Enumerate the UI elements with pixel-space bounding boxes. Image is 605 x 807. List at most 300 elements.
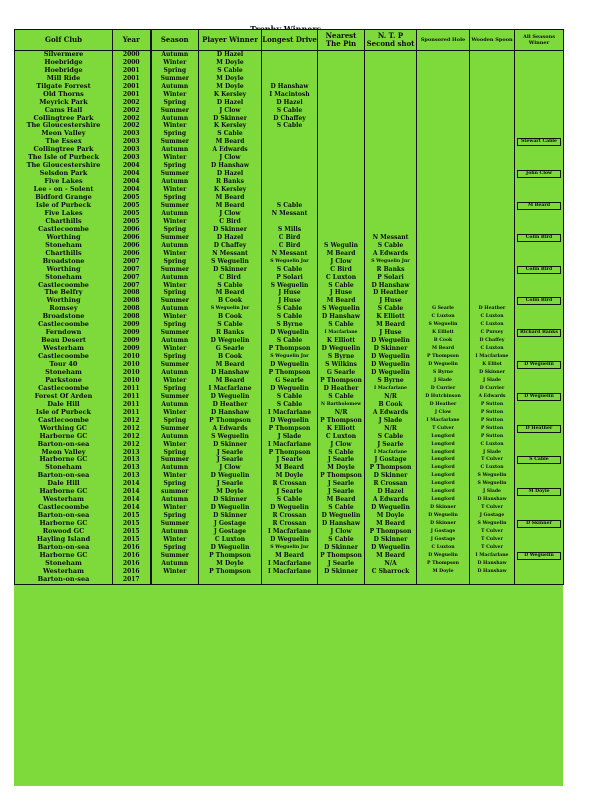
table-row: [15, 401, 564, 409]
cell-sponsored-hole: J Gostage: [417, 528, 470, 536]
cell-wooden-spoon: D Chaffey: [470, 337, 515, 345]
cell-longest-drive: [262, 154, 318, 162]
cell-sponsored-hole: [417, 59, 470, 67]
cell-season: Winter: [151, 250, 199, 258]
col-header-season: Season: [151, 30, 199, 51]
cell-golf-club: Five Lakes: [15, 210, 113, 218]
cell-year: 2013: [113, 456, 151, 464]
cell-wooden-spoon: [470, 107, 515, 115]
table-row: [15, 83, 564, 91]
cell-player-winner: D Skinner: [199, 441, 262, 449]
cell-sponsored-hole: Longford: [417, 456, 470, 464]
cell-player-winner: R Banks: [199, 329, 262, 337]
table-row: [15, 107, 564, 115]
table-row: [15, 361, 564, 369]
cell-wooden-spoon: [470, 170, 515, 178]
table-row: [15, 178, 564, 186]
cell-longest-drive: S Weguelin: [262, 282, 318, 290]
cell-all-seasons-winner: [515, 226, 564, 234]
cell-sponsored-hole: [417, 210, 470, 218]
cell-year: 2000: [113, 51, 151, 59]
cell-year: 2013: [113, 449, 151, 457]
cell-nearest-pin: [318, 51, 365, 59]
cell-sponsored-hole: [417, 154, 470, 162]
cell-ntp-second: [365, 138, 417, 146]
cell-ntp-second: D Weguelin: [365, 353, 417, 361]
cell-longest-drive: P Thompson: [262, 425, 318, 433]
cell-nearest-pin: [318, 178, 365, 186]
cell-year: 2004: [113, 178, 151, 186]
cell-season: Autumn: [151, 51, 199, 59]
cell-sponsored-hole: Longford: [417, 433, 470, 441]
cell-nearest-pin: [318, 146, 365, 154]
cell-sponsored-hole: [417, 138, 470, 146]
cell-longest-drive: S Cable: [262, 337, 318, 345]
cell-all-seasons-winner: [515, 91, 564, 99]
cell-wooden-spoon: [470, 194, 515, 202]
cell-wooden-spoon: [470, 250, 515, 258]
cell-all-seasons-winner: [515, 250, 564, 258]
cell-all-seasons-winner: [515, 576, 564, 584]
cell-longest-drive: J Searle: [262, 488, 318, 496]
cell-golf-club: Silvermere: [15, 51, 113, 59]
cell-year: 2006: [113, 242, 151, 250]
cell-year: 2013: [113, 464, 151, 472]
cell-player-winner: A Edwards: [199, 425, 262, 433]
cell-nearest-pin: S Wegulin: [318, 242, 365, 250]
cell-longest-drive: S Cable: [262, 305, 318, 313]
cell-wooden-spoon: C Luxton: [470, 313, 515, 321]
cell-all-seasons-winner: [515, 289, 564, 297]
cell-player-winner: M Beard: [199, 289, 262, 297]
all-seasons-winner-badge: Colin Bird: [517, 297, 561, 305]
cell-golf-club: Castlecoombe: [15, 353, 113, 361]
cell-all-seasons-winner: [515, 146, 564, 154]
cell-nearest-pin: [318, 75, 365, 83]
cell-sponsored-hole: [417, 250, 470, 258]
cell-wooden-spoon: T Culver: [470, 456, 515, 464]
cell-sponsored-hole: M Doyle: [417, 568, 470, 576]
cell-year: 2011: [113, 409, 151, 417]
cell-sponsored-hole: Longford: [417, 449, 470, 457]
cell-ntp-second: A Edwards: [365, 496, 417, 504]
table-row: [15, 576, 564, 584]
cell-longest-drive: I Macfarlane: [262, 568, 318, 576]
cell-nearest-pin: [318, 576, 365, 584]
cell-sponsored-hole: [417, 282, 470, 290]
cell-player-winner: A Edwards: [199, 146, 262, 154]
cell-player-winner: D Heather: [199, 401, 262, 409]
cell-year: 2017: [113, 576, 151, 584]
cell-golf-club: Beau Desert: [15, 337, 113, 345]
cell-sponsored-hole: Longford: [417, 480, 470, 488]
cell-player-winner: R Banks: [199, 178, 262, 186]
cell-player-winner: J Clow: [199, 210, 262, 218]
cell-all-seasons-winner: [515, 313, 564, 321]
cell-player-winner: D Weguelin: [199, 337, 262, 345]
cell-season: [151, 576, 199, 584]
cell-wooden-spoon: T Culver: [470, 504, 515, 512]
cell-year: 2002: [113, 122, 151, 130]
table-row: [15, 528, 564, 536]
cell-nearest-pin: [318, 226, 365, 234]
cell-ntp-second: D Weguelin: [365, 361, 417, 369]
cell-year: 2006: [113, 250, 151, 258]
cell-wooden-spoon: [470, 51, 515, 59]
cell-sponsored-hole: [417, 83, 470, 91]
cell-sponsored-hole: [417, 226, 470, 234]
cell-longest-drive: [262, 67, 318, 75]
cell-all-seasons-winner: [515, 528, 564, 536]
table-row: [15, 202, 564, 210]
cell-player-winner: C Bird: [199, 218, 262, 226]
cell-sponsored-hole: [417, 67, 470, 75]
cell-nearest-pin: N Bartholomew: [318, 401, 365, 409]
cell-nearest-pin: M Beard: [318, 496, 365, 504]
cell-season: Summer: [151, 456, 199, 464]
cell-player-winner: C Bird: [199, 274, 262, 282]
cell-nearest-pin: S Wilkins: [318, 361, 365, 369]
cell-golf-club: Mill Ride: [15, 75, 113, 83]
cell-longest-drive: [262, 194, 318, 202]
cell-year: 2005: [113, 202, 151, 210]
cell-sponsored-hole: D Heather: [417, 401, 470, 409]
cell-player-winner: K Kersley: [199, 91, 262, 99]
cell-ntp-second: D Skinner: [365, 472, 417, 480]
cell-all-seasons-winner: [515, 266, 564, 274]
cell-ntp-second: I Macfarlane: [365, 385, 417, 393]
table-row: [15, 242, 564, 250]
cell-wooden-spoon: [470, 122, 515, 130]
all-seasons-winner-badge: D Weguelin: [517, 552, 561, 560]
cell-golf-club: Collingtree Park: [15, 146, 113, 154]
cell-player-winner: S Cable: [199, 67, 262, 75]
cell-year: 2014: [113, 488, 151, 496]
cell-season: Autumn: [151, 83, 199, 91]
cell-ntp-second: [365, 67, 417, 75]
cell-ntp-second: P Solari: [365, 274, 417, 282]
cell-ntp-second: S Cable: [365, 242, 417, 250]
cell-all-seasons-winner: [515, 154, 564, 162]
cell-wooden-spoon: C Pursey: [470, 329, 515, 337]
cell-wooden-spoon: [470, 242, 515, 250]
cell-all-seasons-winner: [515, 385, 564, 393]
table-row: [15, 496, 564, 504]
cell-player-winner: M Doyle: [199, 560, 262, 568]
cell-nearest-pin: J Searle: [318, 456, 365, 464]
cell-wooden-spoon: P Sutton: [470, 425, 515, 433]
cell-golf-club: Old Thorns: [15, 91, 113, 99]
cell-wooden-spoon: [470, 91, 515, 99]
cell-longest-drive: I Macintosh: [262, 91, 318, 99]
cell-player-winner: J Gostage: [199, 520, 262, 528]
cell-year: 2009: [113, 321, 151, 329]
cell-player-winner: [199, 576, 262, 584]
cell-season: Winter: [151, 345, 199, 353]
cell-golf-club: Westerham: [15, 496, 113, 504]
cell-wooden-spoon: J Slade: [470, 449, 515, 457]
cell-season: Autumn: [151, 528, 199, 536]
cell-player-winner: D Skinner: [199, 266, 262, 274]
cell-ntp-second: [365, 91, 417, 99]
cell-all-seasons-winner: [515, 99, 564, 107]
cell-player-winner: D Skinner: [199, 496, 262, 504]
cell-sponsored-hole: [417, 258, 470, 266]
cell-player-winner: D Skinner: [199, 115, 262, 123]
table-row: [15, 75, 564, 83]
cell-wooden-spoon: D Currier: [470, 385, 515, 393]
cell-golf-club: Dale Hill: [15, 480, 113, 488]
cell-ntp-second: [365, 194, 417, 202]
cell-ntp-second: D Weguelin: [365, 369, 417, 377]
cell-player-winner: P Thompson: [199, 417, 262, 425]
cell-wooden-spoon: [470, 289, 515, 297]
cell-all-seasons-winner: [515, 107, 564, 115]
table-row: [15, 194, 564, 202]
cell-nearest-pin: J Searle: [318, 480, 365, 488]
cell-ntp-second: J Huse: [365, 329, 417, 337]
cell-all-seasons-winner: [515, 59, 564, 67]
cell-year: 2009: [113, 345, 151, 353]
cell-year: 2011: [113, 393, 151, 401]
cell-wooden-spoon: [470, 210, 515, 218]
cell-ntp-second: D Heather: [365, 289, 417, 297]
cell-nearest-pin: M Beard: [318, 250, 365, 258]
cell-sponsored-hole: J Gostage: [417, 536, 470, 544]
cell-ntp-second: [365, 51, 417, 59]
cell-wooden-spoon: J Slade: [470, 377, 515, 385]
cell-all-seasons-winner: [515, 568, 564, 576]
cell-sponsored-hole: D Weguelin: [417, 552, 470, 560]
all-seasons-winner-badge: D Skinner: [517, 520, 561, 528]
cell-player-winner: M Beard: [199, 194, 262, 202]
cell-all-seasons-winner: [515, 512, 564, 520]
cell-ntp-second: [365, 146, 417, 154]
cell-nearest-pin: [318, 154, 365, 162]
cell-golf-club: Cams Hall: [15, 107, 113, 115]
cell-season: Winter: [151, 568, 199, 576]
col-header-player-winner: Player Winner: [199, 30, 262, 51]
cell-wooden-spoon: T Culver: [470, 544, 515, 552]
table-row: [15, 568, 564, 576]
cell-ntp-second: [365, 99, 417, 107]
cell-longest-drive: D Hazel: [262, 99, 318, 107]
cell-all-seasons-winner: [515, 345, 564, 353]
all-seasons-winner-badge: S Cable: [517, 456, 561, 464]
cell-wooden-spoon: S Weguelin: [470, 520, 515, 528]
cell-nearest-pin: [318, 67, 365, 75]
table-row: [15, 425, 564, 433]
cell-nearest-pin: [318, 234, 365, 242]
cell-ntp-second: [365, 59, 417, 67]
cell-player-winner: M Doyle: [199, 75, 262, 83]
cell-player-winner: K Kersley: [199, 186, 262, 194]
cell-all-seasons-winner: [515, 115, 564, 123]
cell-season: Winter: [151, 409, 199, 417]
cell-nearest-pin: [318, 138, 365, 146]
all-seasons-winner-badge: Richard Banks: [517, 329, 561, 337]
table-row: [15, 266, 564, 274]
cell-player-winner: D Chaffey: [199, 242, 262, 250]
cell-wooden-spoon: I Macfarlane: [470, 552, 515, 560]
cell-nearest-pin: M Beard: [318, 297, 365, 305]
table-row: [15, 488, 564, 496]
cell-all-seasons-winner: [515, 329, 564, 337]
table-row: [15, 138, 564, 146]
cell-all-seasons-winner: [515, 520, 564, 528]
cell-golf-club: Worthing: [15, 234, 113, 242]
cell-wooden-spoon: [470, 234, 515, 242]
cell-longest-drive: S Cable: [262, 393, 318, 401]
cell-ntp-second: D Hanshaw: [365, 282, 417, 290]
cell-ntp-second: [365, 75, 417, 83]
cell-golf-club: Stoneham: [15, 242, 113, 250]
cell-ntp-second: [365, 115, 417, 123]
cell-sponsored-hole: T Culver: [417, 425, 470, 433]
all-seasons-winner-badge: John Clow: [517, 170, 561, 178]
cell-golf-club: Castlecoombe: [15, 282, 113, 290]
cell-longest-drive: M Beard: [262, 552, 318, 560]
cell-player-winner: D Hanshaw: [199, 409, 262, 417]
cell-player-winner: B Cook: [199, 353, 262, 361]
cell-ntp-second: A Edwards: [365, 250, 417, 258]
cell-nearest-pin: D Hanshaw: [318, 520, 365, 528]
cell-year: 2002: [113, 99, 151, 107]
cell-longest-drive: [262, 130, 318, 138]
cell-season: Summer: [151, 75, 199, 83]
cell-longest-drive: C Bird: [262, 234, 318, 242]
cell-golf-club: Harborne GC: [15, 488, 113, 496]
cell-year: 2008: [113, 297, 151, 305]
cell-golf-club: Ferndown: [15, 329, 113, 337]
cell-player-winner: S Weguelin: [199, 433, 262, 441]
cell-player-winner: P Thompson: [199, 568, 262, 576]
cell-sponsored-hole: [417, 162, 470, 170]
cell-nearest-pin: N/R: [318, 409, 365, 417]
cell-golf-club: The Gloucestershire: [15, 122, 113, 130]
cell-ntp-second: D Skinner: [365, 536, 417, 544]
cell-ntp-second: M Doyle: [365, 512, 417, 520]
cell-wooden-spoon: [470, 266, 515, 274]
cell-nearest-pin: [318, 83, 365, 91]
cell-longest-drive: D Weguelin: [262, 329, 318, 337]
cell-all-seasons-winner: [515, 472, 564, 480]
cell-player-winner: D Weguelin: [199, 393, 262, 401]
cell-all-seasons-winner: [515, 377, 564, 385]
cell-ntp-second: B Cook: [365, 401, 417, 409]
cell-all-seasons-winner: [515, 536, 564, 544]
cell-nearest-pin: D Skinner: [318, 544, 365, 552]
cell-season: Summer: [151, 170, 199, 178]
winners-sheet: [14, 29, 563, 786]
cell-longest-drive: I Macfarlane: [262, 441, 318, 449]
cell-longest-drive: S Byrne: [262, 321, 318, 329]
cell-wooden-spoon: D Hanshaw: [470, 568, 515, 576]
cell-ntp-second: S Weguelin Jnr: [365, 258, 417, 266]
cell-sponsored-hole: I Macfarlane: [417, 417, 470, 425]
cell-ntp-second: A Edwards: [365, 409, 417, 417]
table-row: [15, 369, 564, 377]
cell-season: Autumn: [151, 433, 199, 441]
cell-ntp-second: [365, 202, 417, 210]
cell-season: Summer: [151, 425, 199, 433]
cell-season: Autumn: [151, 242, 199, 250]
cell-all-seasons-winner: [515, 75, 564, 83]
cell-player-winner: S Weguelin Jnr: [199, 305, 262, 313]
cell-wooden-spoon: C Luxton: [470, 441, 515, 449]
cell-nearest-pin: [318, 186, 365, 194]
cell-wooden-spoon: P Sutton: [470, 409, 515, 417]
cell-wooden-spoon: [470, 67, 515, 75]
cell-longest-drive: J Huse: [262, 289, 318, 297]
cell-nearest-pin: P Thompson: [318, 377, 365, 385]
cell-nearest-pin: P Thompson: [318, 417, 365, 425]
cell-ntp-second: J Searle: [365, 441, 417, 449]
cell-year: 2016: [113, 560, 151, 568]
cell-wooden-spoon: [470, 226, 515, 234]
cell-nearest-pin: [318, 218, 365, 226]
cell-golf-club: The Gloucestershire: [15, 162, 113, 170]
cell-sponsored-hole: B Cook: [417, 337, 470, 345]
cell-year: 2006: [113, 226, 151, 234]
cell-longest-drive: J Searle: [262, 456, 318, 464]
cell-season: Autumn: [151, 274, 199, 282]
table-row: [15, 456, 564, 464]
cell-wooden-spoon: P Sutton: [470, 433, 515, 441]
cell-season: Autumn: [151, 337, 199, 345]
cell-wooden-spoon: [470, 186, 515, 194]
cell-wooden-spoon: I Macfarlane: [470, 353, 515, 361]
cell-wooden-spoon: D Heather: [470, 305, 515, 313]
cell-sponsored-hole: [417, 99, 470, 107]
cell-year: 2014: [113, 496, 151, 504]
cell-year: 2007: [113, 266, 151, 274]
cell-ntp-second: [365, 186, 417, 194]
table-row: [15, 393, 564, 401]
cell-season: Winter: [151, 536, 199, 544]
cell-sponsored-hole: D Currier: [417, 385, 470, 393]
cell-season: Winter: [151, 154, 199, 162]
cell-nearest-pin: J Searle: [318, 488, 365, 496]
cell-ntp-second: K Elliott: [365, 313, 417, 321]
cell-golf-club: Westerham: [15, 568, 113, 576]
cell-season: Winter: [151, 186, 199, 194]
cell-ntp-second: D Weguelin: [365, 544, 417, 552]
cell-sponsored-hole: D Hutchinson: [417, 393, 470, 401]
cell-longest-drive: [262, 59, 318, 67]
cell-golf-club: Stoneham: [15, 464, 113, 472]
cell-nearest-pin: J Clow: [318, 528, 365, 536]
cell-season: summer: [151, 488, 199, 496]
cell-ntp-second: N/R: [365, 425, 417, 433]
cell-season: Autumn: [151, 464, 199, 472]
cell-longest-drive: [262, 218, 318, 226]
cell-wooden-spoon: [470, 130, 515, 138]
table-body: [15, 51, 564, 585]
cell-year: 2001: [113, 67, 151, 75]
cell-longest-drive: D Hanshaw: [262, 83, 318, 91]
table-row: [15, 480, 564, 488]
cell-all-seasons-winner: [515, 258, 564, 266]
cell-player-winner: M Beard: [199, 361, 262, 369]
cell-season: Winter: [151, 59, 199, 67]
cell-longest-drive: M Beard: [262, 464, 318, 472]
cell-golf-club: Broadstone: [15, 258, 113, 266]
cell-sponsored-hole: Longford: [417, 496, 470, 504]
cell-longest-drive: S Cable: [262, 266, 318, 274]
cell-sponsored-hole: G Searle: [417, 305, 470, 313]
cell-nearest-pin: J Clow: [318, 441, 365, 449]
